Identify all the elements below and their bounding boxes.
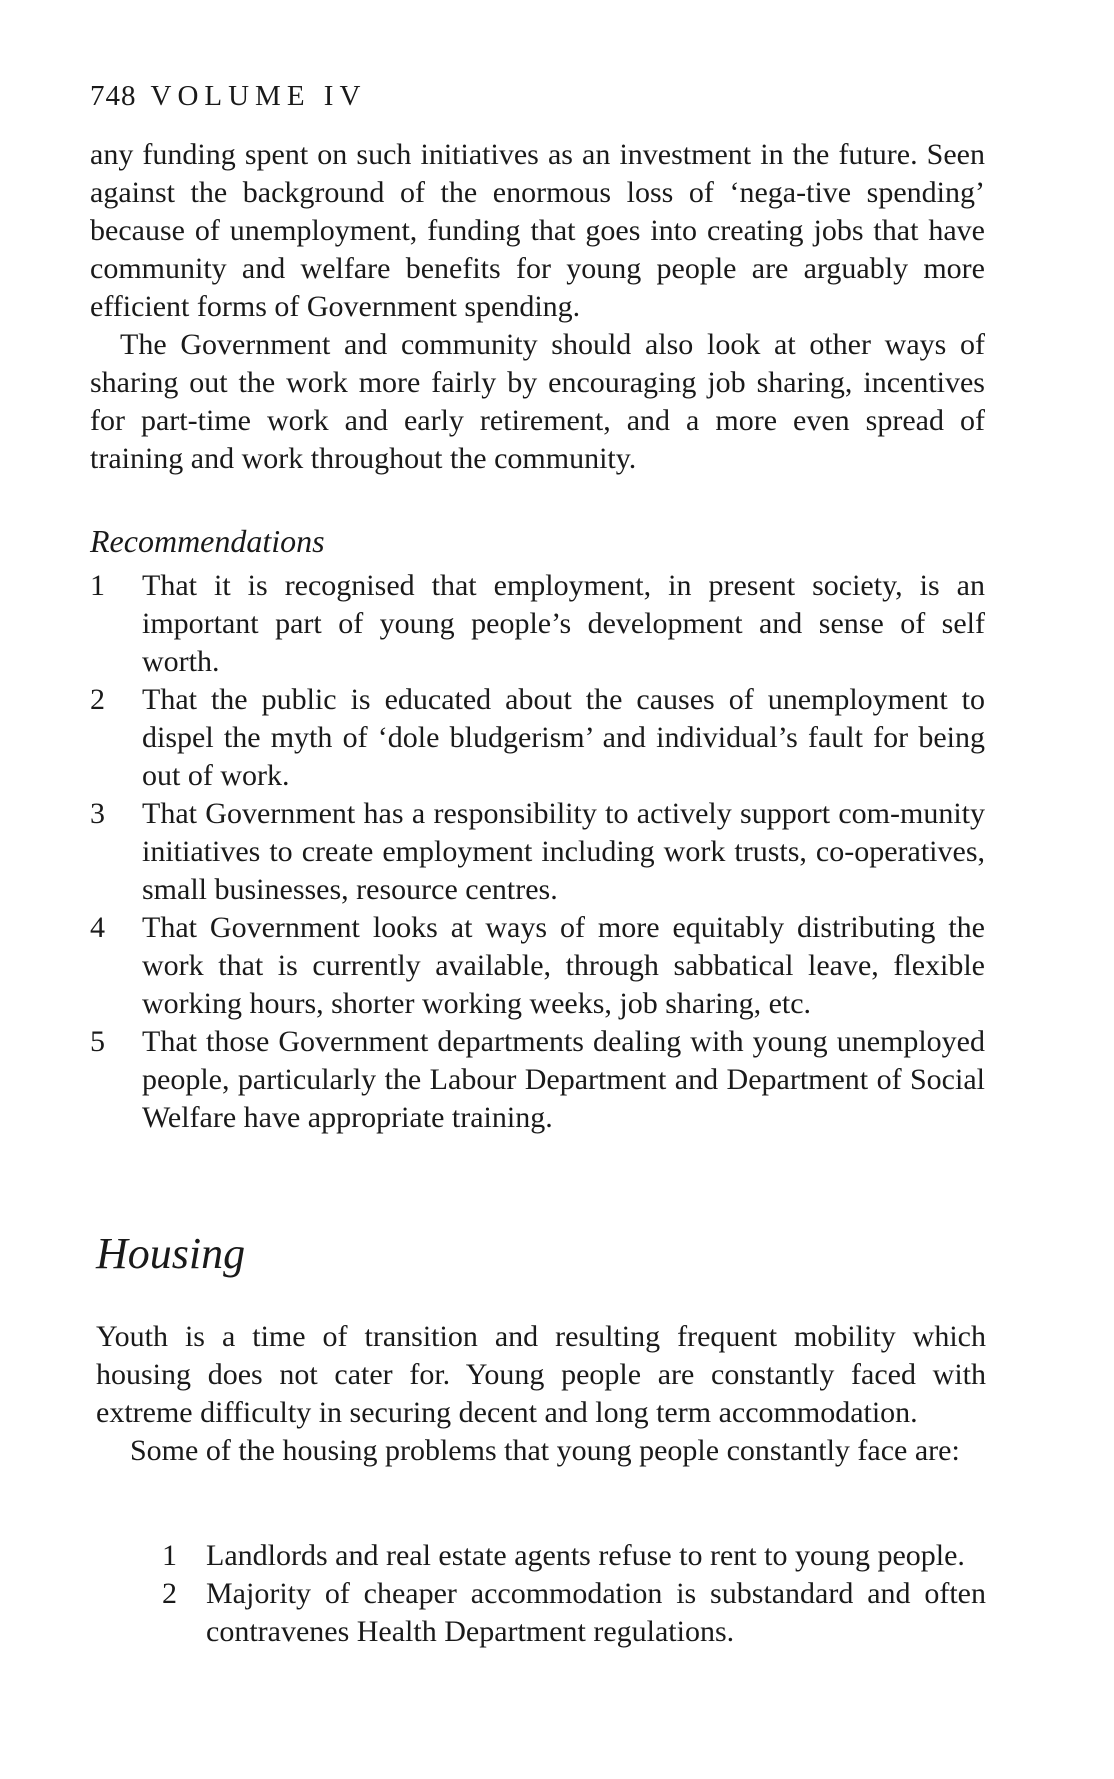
housing-title: Housing bbox=[96, 1229, 246, 1278]
list-item bbox=[162, 1575, 986, 1651]
list-item-text: Landlords and real estate agents refuse to rent to young people. bbox=[206, 1539, 965, 1572]
list-item bbox=[162, 1537, 986, 1575]
list-item-number: 5 bbox=[90, 1025, 105, 1058]
list-item-text: That Government has a responsibility to actively support com-munity initiatives to create employment including work trusts, co-operatives, small businesses, resource centres. bbox=[142, 797, 985, 906]
list-item-number: 3 bbox=[90, 797, 105, 830]
intro-paragraph-2: The Government and community should also look at other ways of sharing out the work more fairly by encouraging job sharing, incentives for part-time work and early retirement, and a more even spread of training and work throughout the community. bbox=[90, 328, 985, 475]
intro-text bbox=[90, 136, 985, 478]
list-item bbox=[90, 567, 985, 681]
list-item bbox=[90, 909, 985, 1023]
list-item-number: 2 bbox=[90, 683, 105, 716]
intro-paragraph-1: any funding spent on such initiatives as an investment in the future. Seen against the background of the enormous loss of ‘nega-tive spending’ because of unemployment, funding that goes into creating jobs that have community and welfare benefits for young people are arguably more efficient forms of Government spending. bbox=[90, 138, 985, 323]
recommendations-heading: Recommendations bbox=[90, 523, 325, 559]
housing-text bbox=[96, 1318, 986, 1470]
list-item bbox=[90, 681, 985, 795]
housing-problems-list bbox=[162, 1537, 986, 1651]
list-item-number: 4 bbox=[90, 911, 105, 944]
list-item-text: Majority of cheaper accommodation is substandard and often contravenes Health Department regulations. bbox=[206, 1577, 986, 1648]
recommendations-list bbox=[90, 567, 985, 1137]
list-item-number: 1 bbox=[90, 569, 105, 602]
list-item-number: 2 bbox=[162, 1577, 177, 1610]
list-item-number: 1 bbox=[162, 1539, 177, 1572]
running-head bbox=[90, 80, 366, 113]
list-item-text: That it is recognised that employment, in present society, is an important part of young people’s development and sense of self worth. bbox=[142, 569, 985, 678]
list-item bbox=[90, 795, 985, 909]
page-number: 748 bbox=[90, 80, 137, 112]
list-item bbox=[90, 1023, 985, 1137]
list-item-text: That the public is educated about the causes of unemployment to dispel the myth of ‘dole bludgerism’ and individual’s fault for being out of work. bbox=[142, 683, 985, 792]
volume-label: VOLUME IV bbox=[150, 80, 367, 112]
list-item-text: That those Government departments dealing with young unemployed people, particularly the Labour Department and Department of Social Welfare have appropriate training. bbox=[142, 1025, 985, 1134]
list-item-text: That Government looks at ways of more equitably distributing the work that is currently available, through sabbatical leave, flexible working hours, shorter working weeks, job sharing, etc. bbox=[142, 911, 985, 1020]
housing-paragraph-1: Youth is a time of transition and resulting frequent mobility which housing does not cater for. Young people are constantly faced with extreme difficulty in securing decent and long term accommodation. bbox=[96, 1320, 986, 1429]
housing-paragraph-2: Some of the housing problems that young people constantly face are: bbox=[130, 1434, 960, 1467]
